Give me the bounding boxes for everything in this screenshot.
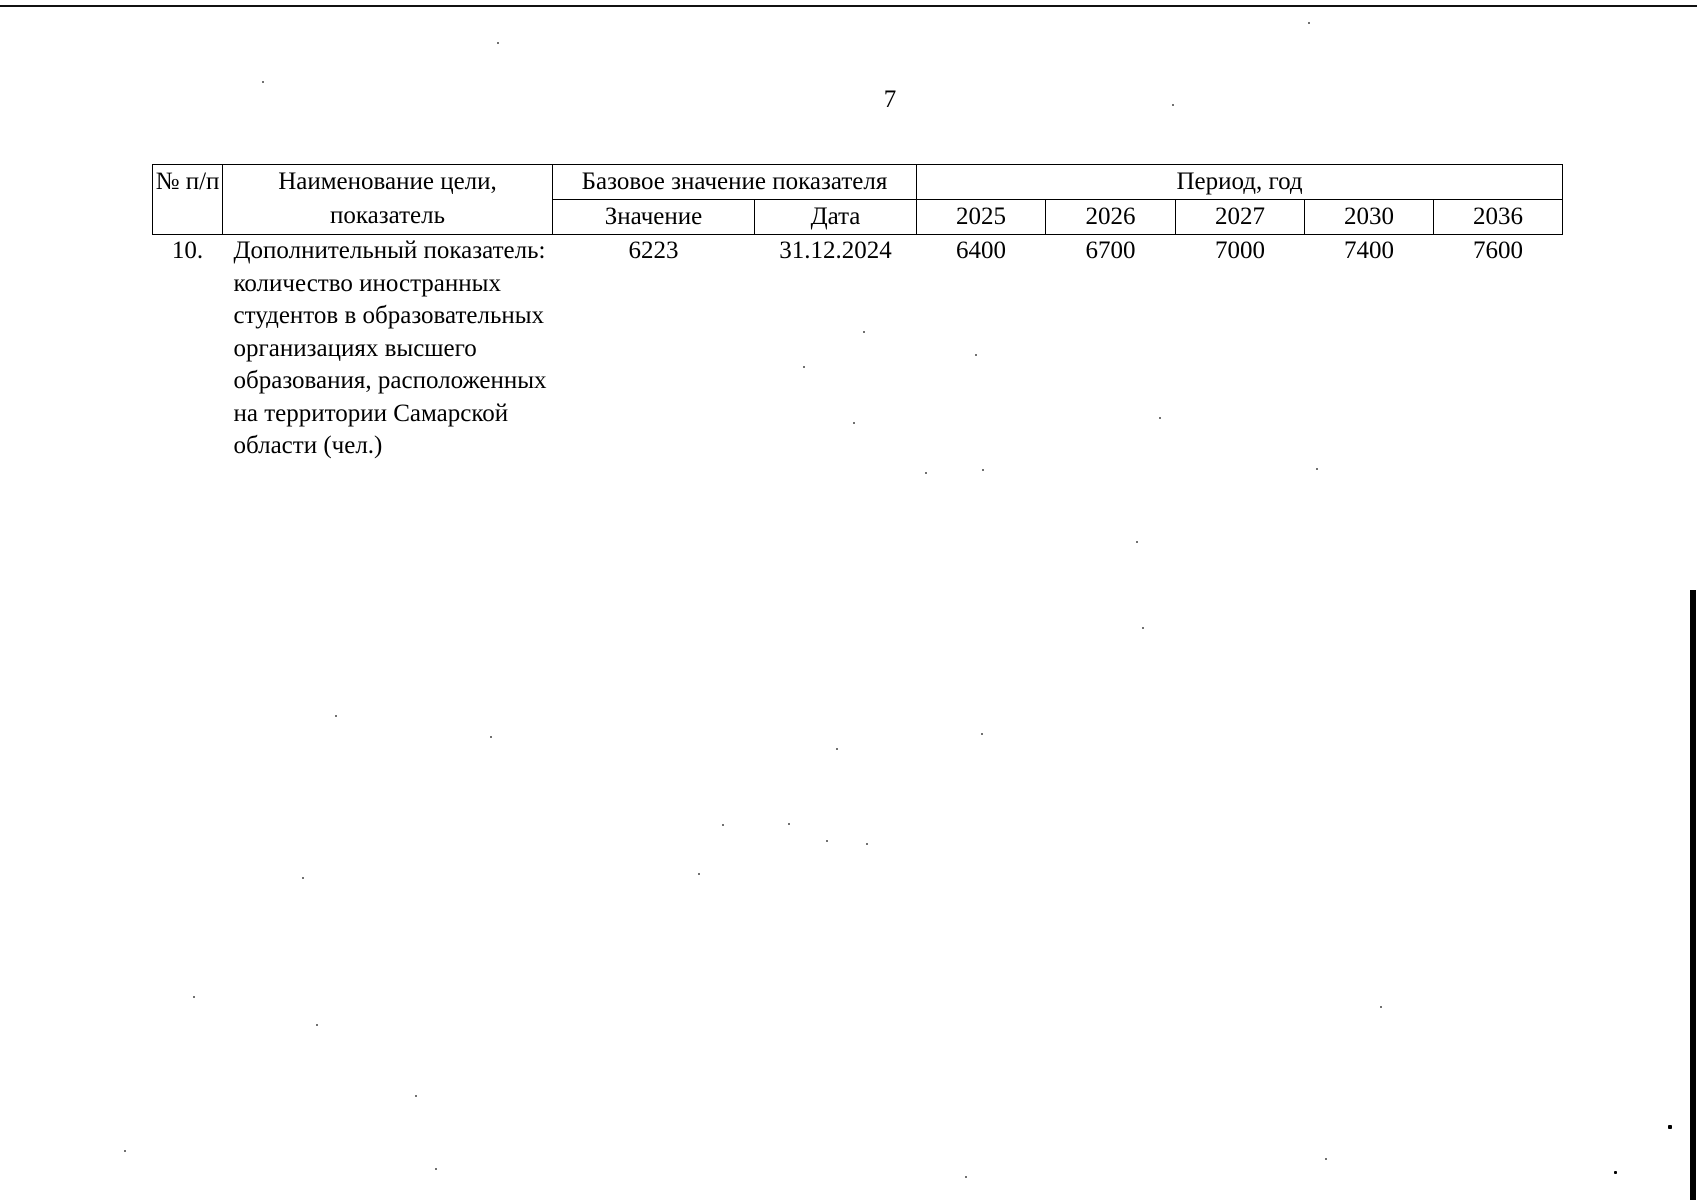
- scan-speck: [853, 422, 855, 424]
- scan-speck: [415, 1095, 417, 1097]
- scan-speck: [1159, 417, 1161, 419]
- scan-right-border: [1690, 590, 1696, 1200]
- header-number: № п/п: [153, 165, 223, 235]
- scan-speck: [1172, 104, 1174, 106]
- scan-speck: [497, 42, 499, 44]
- scan-speck: [722, 824, 724, 826]
- header-base-value-date: Дата: [755, 200, 917, 235]
- scan-speck: [490, 736, 492, 738]
- scan-speck: [1316, 468, 1318, 470]
- header-year: 2027: [1176, 200, 1305, 235]
- header-year: 2036: [1434, 200, 1563, 235]
- scan-speck: [975, 354, 977, 356]
- scan-speck: [435, 1168, 437, 1170]
- row-year-value: 7000: [1215, 237, 1265, 264]
- scan-speck: [1614, 1171, 1617, 1174]
- scan-speck: [335, 715, 337, 717]
- scan-speck: [1308, 22, 1310, 24]
- scan-speck: [124, 1150, 126, 1152]
- scan-speck: [925, 472, 927, 474]
- scan-speck: [826, 840, 828, 842]
- scan-speck: [1136, 541, 1138, 543]
- row-year-value: 6700: [1085, 237, 1136, 264]
- row-year-value: 7400: [1344, 237, 1394, 264]
- header-base-value-value: Значение: [553, 200, 755, 235]
- scan-speck: [316, 1024, 318, 1026]
- scan-speck: [965, 1176, 967, 1178]
- scan-speck: [982, 469, 984, 471]
- scan-speck: [1325, 1158, 1327, 1160]
- page-number: 7: [883, 86, 897, 113]
- scan-speck: [803, 366, 805, 368]
- row-goal-name: Дополнительный показатель: количество иностранных студентов в образовательных организациях высшего образования, расположенных на территории Самарской области (чел.): [233, 237, 547, 459]
- scan-speck: [1668, 1125, 1672, 1129]
- header-goal-name: Наименование цели, показатель: [223, 165, 553, 235]
- scan-speck: [302, 877, 304, 879]
- scan-speck: [1142, 627, 1144, 629]
- row-base-date: 31.12.2024: [779, 237, 892, 264]
- scan-speck: [698, 873, 700, 875]
- row-year-value: 7600: [1473, 237, 1524, 264]
- scan-speck: [262, 81, 264, 83]
- indicators-table: [152, 164, 1563, 463]
- header-year: 2026: [1046, 200, 1176, 235]
- row-base-value: 6223: [628, 237, 679, 264]
- table-row: [153, 235, 1563, 463]
- header-base-value: Базовое значение показателя: [553, 165, 917, 200]
- header-period: Период, год: [917, 165, 1563, 200]
- scan-speck: [981, 733, 983, 735]
- header-year: 2025: [917, 200, 1046, 235]
- row-number: 10.: [171, 237, 204, 264]
- scan-speck: [1380, 1006, 1382, 1008]
- scan-speck: [863, 331, 865, 333]
- row-year-value: 6400: [956, 237, 1006, 264]
- header-row-1: [153, 165, 1563, 200]
- scan-speck: [788, 823, 790, 825]
- scan-speck: [866, 843, 868, 845]
- scan-speck: [836, 748, 838, 750]
- scan-top-border: [0, 5, 1697, 7]
- scan-speck: [193, 996, 195, 998]
- header-year: 2030: [1305, 200, 1434, 235]
